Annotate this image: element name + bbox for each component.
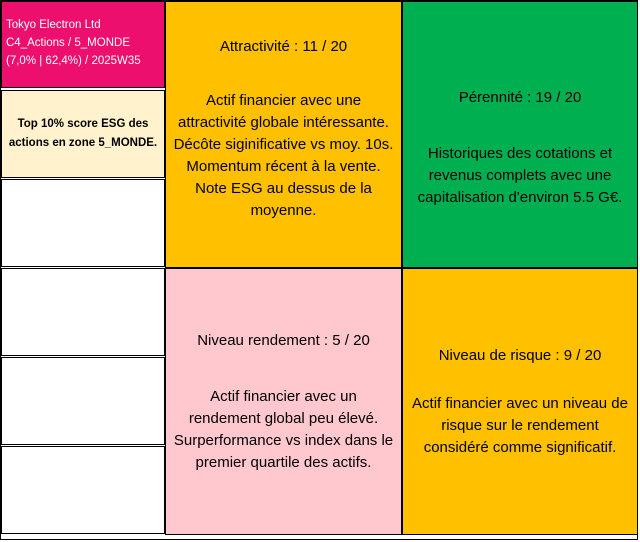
rendement-line: Surperformance vs index dans le	[173, 431, 394, 449]
attractivite-quadrant	[165, 1, 402, 268]
rendement-line: rendement global peu élevé.	[188, 409, 379, 427]
category-label: C4_Actions / 5_MONDE	[6, 37, 130, 49]
empty-cell	[1, 179, 165, 267]
esg-note-cell	[1, 90, 165, 178]
stats-label: (7,0% | 62,4%) / 2025W35	[6, 55, 141, 67]
risque-quadrant	[402, 268, 638, 535]
risque-line: Actif financier avec un niveau de	[412, 394, 628, 412]
attractivite-line: Note ESG au dessus de la	[195, 180, 372, 197]
attractivite-line: moyenne.	[250, 202, 317, 219]
attractivite-line: Actif financier avec une	[205, 92, 362, 109]
perennite-line: revenus complets avec une	[428, 166, 612, 184]
asset-header-cell	[1, 1, 165, 88]
perennite-line: capitalisation d'environ 5.5 G€.	[417, 188, 623, 206]
empty-cell	[1, 446, 165, 534]
rendement-quadrant	[165, 268, 402, 535]
empty-cell	[1, 357, 165, 445]
attractivite-line: Décôte siginificative vs moy. 10s.	[173, 136, 394, 153]
esg-note-text: Top 10% score ESG des actions en zone 5_MONDE.	[8, 118, 158, 149]
rendement-title: Niveau rendement : 5 / 20	[197, 331, 370, 349]
rendement-line: premier quartile des actifs.	[195, 453, 372, 471]
empty-cell	[1, 268, 165, 356]
perennite-line: Historiques des cotations et	[427, 144, 613, 162]
attractivite-title: Attractivité : 11 / 20	[219, 38, 348, 55]
risque-title: Niveau de risque : 9 / 20	[438, 346, 602, 364]
perennite-title: Pérennité : 19 / 20	[458, 88, 582, 106]
attractivite-line: attractivité globale intéressante.	[178, 114, 389, 131]
rendement-line: Actif financier avec un	[210, 387, 357, 405]
risque-line: risque sur le rendement	[441, 416, 599, 434]
perennite-quadrant	[402, 1, 638, 268]
company-name: Tokyo Electron Ltd	[6, 19, 101, 31]
risque-line: considéré comme significatif.	[423, 438, 617, 456]
attractivite-line: Momentum récent à la vente.	[186, 158, 381, 175]
